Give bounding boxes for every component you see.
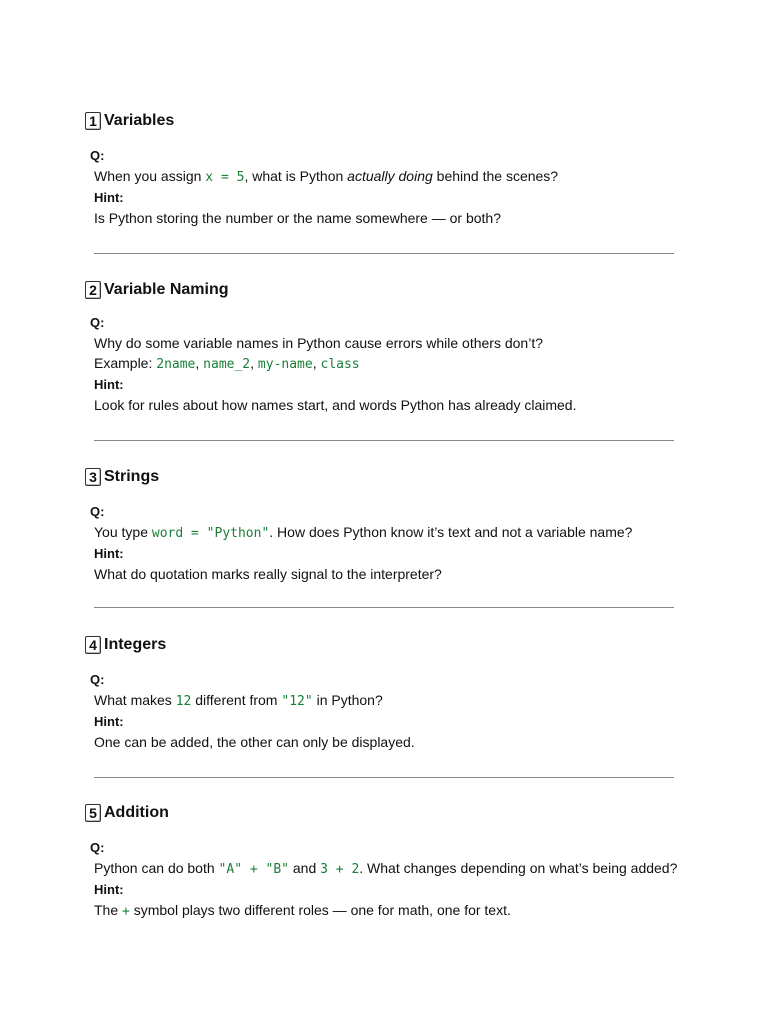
code-snippet: my-name: [257, 357, 313, 372]
code-snippet: "12": [281, 694, 313, 709]
hint-label: Hint:: [94, 714, 124, 729]
section-title: Variable Naming: [104, 281, 229, 298]
number-badge: 1: [85, 112, 101, 130]
code-snippet: x = 5: [205, 170, 245, 185]
question-text: You type word = "Python". How does Python know it’s text and not a variable name?: [94, 524, 633, 541]
question-text: Python can do both "A" + "B" and 3 + 2. What changes depending on what’s being added?: [94, 860, 678, 877]
section-heading: [85, 634, 685, 656]
section-variables: [85, 110, 685, 228]
code-snippet: +: [122, 904, 130, 919]
example-line: Example: 2name, name_2, my-name, class: [94, 355, 360, 372]
code-snippet: 12: [175, 694, 192, 709]
code-snippet: "A" + "B": [218, 862, 289, 877]
hint-text: The + symbol plays two different roles — one for math, one for text.: [94, 902, 511, 919]
hint-text: Look for rules about how names start, and words Python has already claimed.: [94, 397, 577, 413]
section-variable-naming: [85, 279, 685, 415]
question-label: Q:: [90, 672, 105, 687]
section-heading: [85, 802, 685, 824]
hint-label: Hint:: [94, 882, 124, 897]
hint-label: Hint:: [94, 546, 124, 561]
divider: [94, 253, 674, 254]
section-title: Integers: [104, 636, 167, 653]
section-heading: [85, 110, 685, 132]
section-title: Strings: [104, 468, 160, 485]
number-badge: 3: [85, 468, 101, 486]
section-heading: [85, 466, 685, 488]
hint-label: Hint:: [94, 377, 124, 392]
question-text: What makes 12 different from "12" in Python?: [94, 692, 383, 709]
question-label: Q:: [90, 840, 105, 855]
code-snippet: 3 + 2: [320, 862, 360, 877]
number-badge: 5: [85, 804, 101, 822]
divider: [94, 607, 674, 608]
section-title: Variables: [104, 112, 175, 129]
question-label: Q:: [90, 504, 105, 519]
divider: [94, 777, 674, 778]
code-snippet: class: [320, 357, 360, 372]
question-text: When you assign x = 5, what is Python actually doing behind the scenes?: [94, 168, 559, 185]
question-label: Q:: [90, 148, 105, 163]
hint-text: One can be added, the other can only be displayed.: [94, 734, 415, 750]
number-badge: 2: [85, 281, 101, 299]
section-addition: [85, 802, 685, 922]
code-snippet: word = "Python": [151, 526, 270, 541]
hint-text: What do quotation marks really signal to the interpreter?: [94, 566, 442, 582]
hint-label: Hint:: [94, 190, 124, 205]
section-heading: [85, 279, 685, 301]
number-badge: 4: [85, 636, 101, 654]
section-strings: [85, 466, 685, 584]
code-snippet: 2name: [156, 357, 196, 372]
section-integers: [85, 634, 685, 752]
hint-text: Is Python storing the number or the name somewhere — or both?: [94, 210, 501, 226]
section-title: Addition: [104, 804, 169, 821]
code-snippet: name_2: [203, 357, 251, 372]
question-label: Q:: [90, 315, 105, 330]
divider: [94, 440, 674, 441]
question-text: Why do some variable names in Python cause errors while others don’t?: [94, 335, 543, 351]
